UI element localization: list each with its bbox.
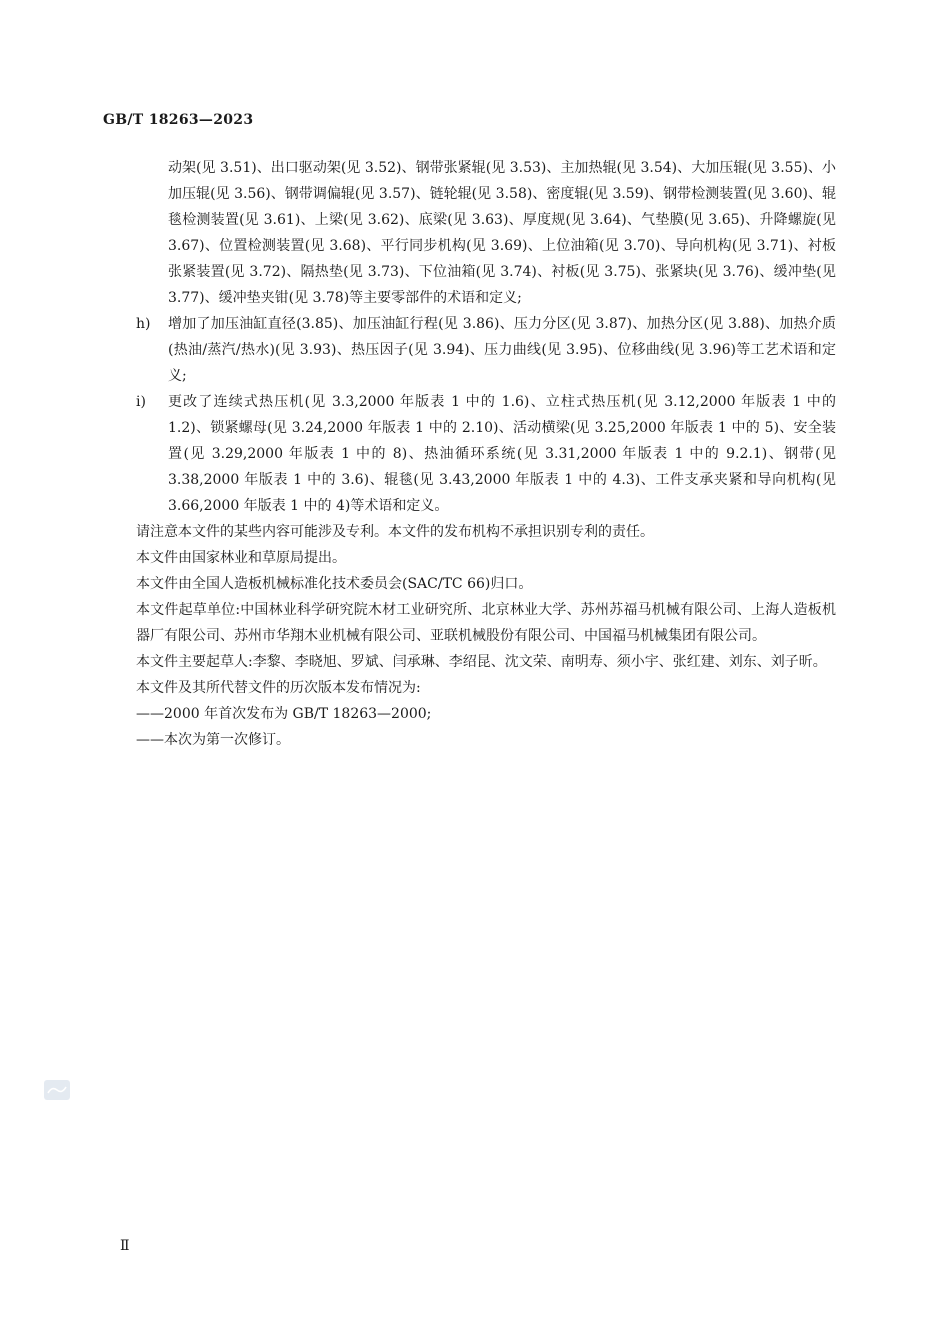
history-line-first: ——2000 年首次发布为 GB/T 18263—2000;	[136, 706, 432, 722]
foreword-body	[136, 155, 836, 753]
history-line-second: ——本次为第一次修订。	[136, 732, 290, 748]
list-item-marker: h)	[136, 316, 151, 332]
list-item-h	[136, 311, 836, 389]
patent-notice-paragraph: 请注意本文件的某些内容可能涉及专利。本文件的发布机构不承担识别专利的责任。	[136, 524, 654, 540]
drafting-units-paragraph: 本文件起草单位:中国林业科学研究院木材工业研究所、北京林业大学、苏州苏福马机械有限公司、上海人造板机器厂有限公司、苏州市华翔木业机械有限公司、亚联机械股份有限公司、中国福马机械集团有限公司。	[136, 602, 836, 644]
drafters-paragraph: 本文件主要起草人:李黎、李晓旭、罗斌、闫承琳、李绍昆、沈文荣、南明寿、须小宇、张红建、刘东、刘子昕。	[136, 654, 827, 670]
sac-logo-icon	[44, 1080, 70, 1100]
list-item-i	[136, 389, 836, 519]
history-intro-paragraph: 本文件及其所代替文件的历次版本发布情况为:	[136, 680, 421, 696]
list-item-text: 更改了连续式热压机(见 3.3,2000 年版表 1 中的 1.6)、立柱式热压机(见 3.12,2000 年版表 1 中的 1.2)、锁紧螺母(见 3.24,2000 年版表 1 中的 2.10)、活动横梁(见 3.25,2000 年版表 1 中的 5)、安全装置(见 3.29,2000 年版表 1 中的 8)、热油循环系统(见 3.31,2000 年版表 1 中的 9.2.1)、钢带(见 3.38,2000 年版表 1 中的 3.6)、辊毯(见 3.43,2000 年版表 1 中的 4.3)、工件支承夹紧和导向机构(见 3.66,2000 年版表 1 中的 4)等术语和定义。	[168, 394, 836, 514]
list-item-marker: i)	[136, 394, 146, 410]
committee-paragraph: 本文件由全国人造板机械标准化技术委员会(SAC/TC 66)归口。	[136, 576, 533, 592]
list-item-g-continuation	[136, 155, 836, 311]
proposer-paragraph: 本文件由国家林业和草原局提出。	[136, 550, 346, 566]
page-number: Ⅱ	[120, 1238, 130, 1254]
standard-code-header: GB/T 18263—2023	[103, 112, 254, 128]
list-item-text: 增加了加压油缸直径(3.85)、加压油缸行程(见 3.86)、压力分区(见 3.87)、加热分区(见 3.88)、加热介质(热油/蒸汽/热水)(见 3.93)、热压因子(见 3.94)、压力曲线(见 3.95)、位移曲线(见 3.96)等工艺术语和定义;	[168, 316, 836, 384]
list-item-text: 动架(见 3.51)、出口驱动架(见 3.52)、钢带张紧辊(见 3.53)、主加热辊(见 3.54)、大加压辊(见 3.55)、小加压辊(见 3.56)、钢带调偏辊(见 3.57)、链轮辊(见 3.58)、密度辊(见 3.59)、钢带检测装置(见 3.60)、辊毯检测装置(见 3.61)、上梁(见 3.62)、底梁(见 3.63)、厚度规(见 3.64)、气垫膜(见 3.65)、升降螺旋(见 3.67)、位置检测装置(见 3.68)、平行同步机构(见 3.69)、上位油箱(见 3.70)、导向机构(见 3.71)、衬板张紧装置(见 3.72)、隔热垫(见 3.73)、下位油箱(见 3.74)、衬板(见 3.75)、张紧块(见 3.76)、缓冲垫(见 3.77)、缓冲垫夹钳(见 3.78)等主要零部件的术语和定义;	[168, 160, 836, 306]
